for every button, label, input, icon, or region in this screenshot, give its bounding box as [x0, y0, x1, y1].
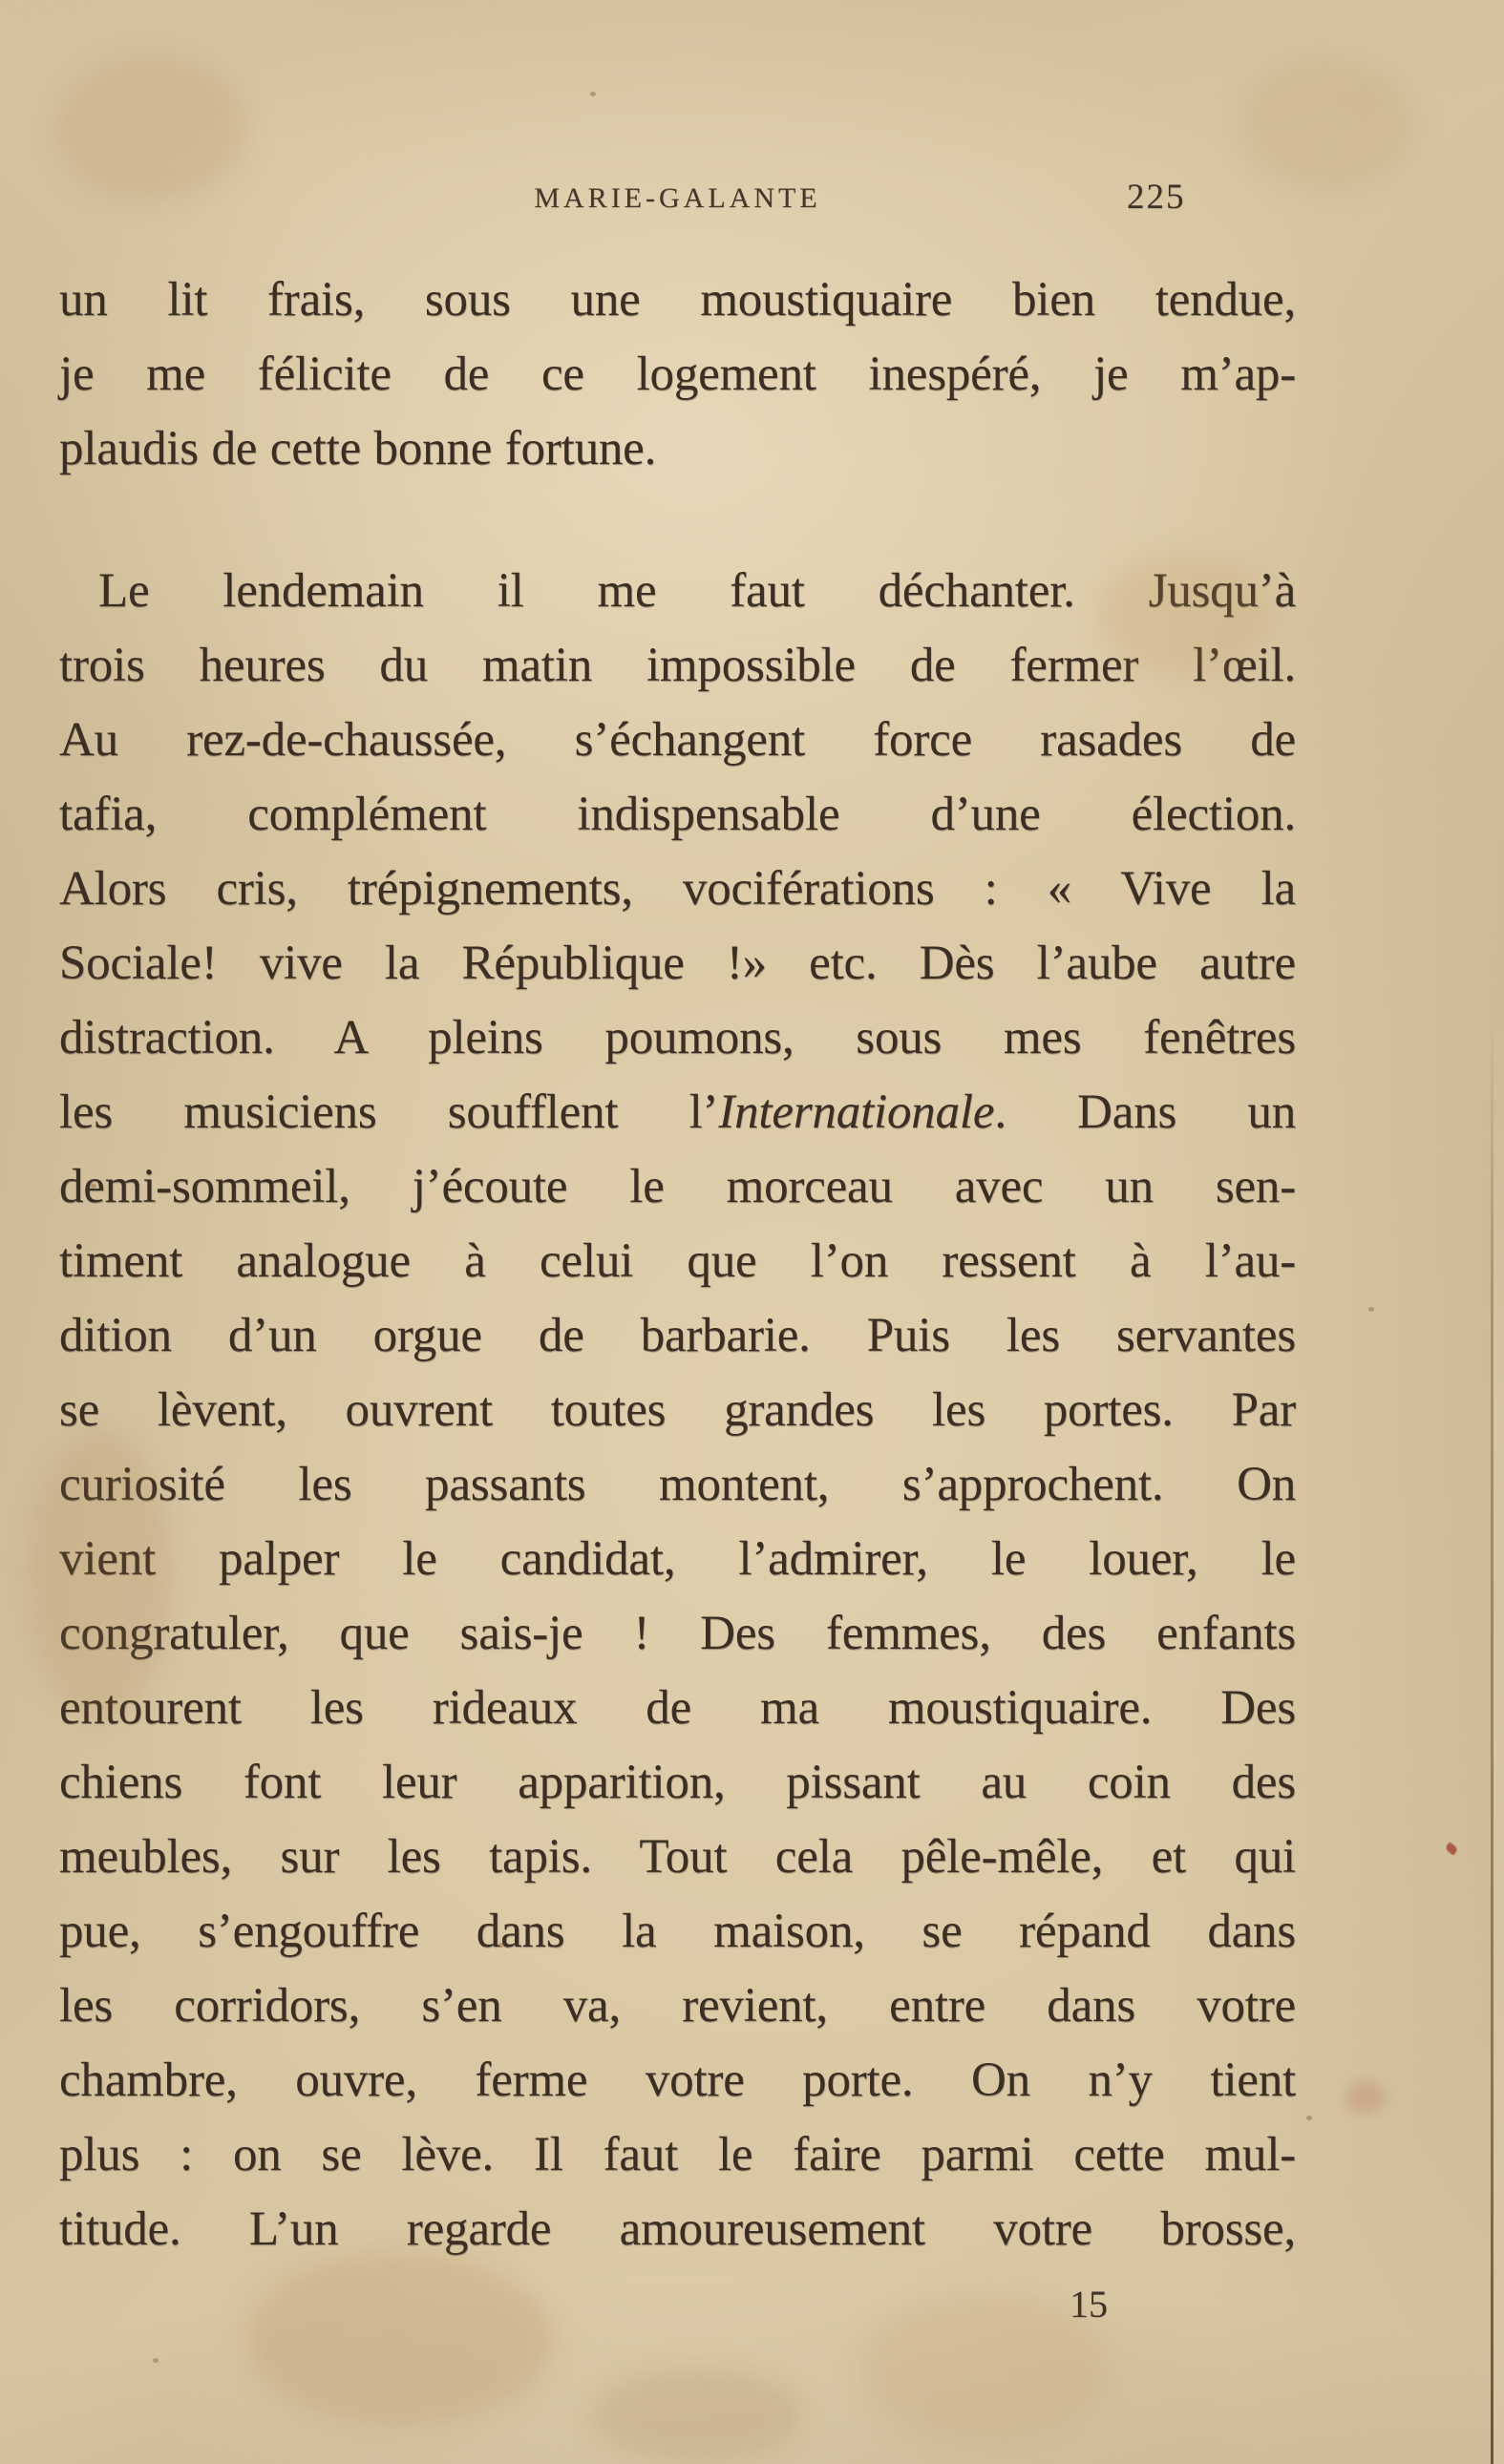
foxing-speck [498, 1943, 504, 1948]
text-line: distraction. A pleins poumons, sous mes fenêtres [59, 1011, 1296, 1064]
paper-stain [859, 2291, 1108, 2444]
text-line: se lèvent, ouvrent toutes grandes les portes. Par [59, 1383, 1296, 1437]
text-line: je me félicite de ce logement inespéré, je m’ap- [59, 347, 1296, 401]
running-title: MARIE-GALANTE [534, 182, 821, 214]
text-line: curiosité les passants montent, s’approchent. On [59, 1458, 1296, 1511]
text-block [59, 263, 1296, 2266]
text-line: meubles, sur les tapis. Tout cela pêle-mêle, et qui [59, 1830, 1296, 1884]
text-line: timent analogue à celui que l’on ressent à l’au- [59, 1234, 1296, 1288]
paper-stain [592, 2368, 802, 2463]
text-line: chambre, ouvre, ferme votre porte. On n’y tient [59, 2053, 1296, 2107]
text-line [59, 1075, 1296, 1149]
text-line: pue, s’engouffre dans la maison, se répand dans [59, 1905, 1296, 1958]
paper-stain [248, 2253, 554, 2425]
text-line: chiens font leur apparition, pissant au coin des [59, 1756, 1296, 1809]
text-line: Au rez-de-chaussée, s’échangent force rasades de [59, 713, 1296, 767]
paragraph [59, 554, 1296, 2266]
text-segment: . Dans un [994, 1085, 1296, 1139]
paper-stain [1346, 2081, 1385, 2114]
paper-stain [1098, 554, 1270, 678]
page-edge-highlight [1493, 1012, 1504, 2464]
paragraph [59, 263, 1296, 486]
foxing-speck [1368, 1307, 1374, 1312]
text-line: les corridors, s’en va, revient, entre dans votre [59, 1979, 1296, 2032]
text-line: Sociale! vive la République !» etc. Dès l’aube autre [59, 937, 1296, 990]
text-line: titude. L’un regarde amoureusement votre brosse, [59, 2202, 1296, 2256]
text-line: tafia, complément indispensable d’une élection. [59, 788, 1296, 841]
red-ink-mark [1445, 1842, 1459, 1855]
signature-mark: 15 [1070, 2283, 1108, 2326]
paper-stain [29, 1432, 172, 1718]
text-line: Alors cris, trépignements, vociférations : « Vive la [59, 862, 1296, 916]
paper-stain [1241, 57, 1413, 191]
text-line: vient palper le candidat, l’admirer, le louer, le [59, 1532, 1296, 1586]
foxing-speck [153, 2358, 159, 2363]
text-line: un lit frais, sous une moustiquaire bien tendue, [59, 273, 1296, 326]
text-line: trois heures du matin impossible de fermer l’œil. [59, 639, 1296, 692]
italic-text-segment: Internationale [718, 1085, 995, 1139]
foxing-speck [590, 92, 596, 96]
text-line: entourent les rideaux de ma moustiquaire. Des [59, 1681, 1296, 1735]
text-line: Le lendemain il me faut déchanter. Jusqu’à [98, 564, 1296, 618]
paper-stain [57, 57, 248, 200]
text-line: plaudis de cette bonne fortune. [59, 422, 657, 475]
text-line: plus : on se lève. Il faut le faire parmi cette mul- [59, 2128, 1296, 2181]
text-line: demi-sommeil, j’écoute le morceau avec un sen- [59, 1160, 1296, 1213]
foxing-speck [1306, 2116, 1312, 2120]
page-number: 225 [1127, 178, 1186, 217]
text-segment: les musiciens soufflent l’ [59, 1085, 719, 1139]
text-line: congratuler, que sais-je ! Des femmes, des enfants [59, 1607, 1296, 1660]
foxing-speck [91, 1184, 96, 1189]
text-line: dition d’un orgue de barbarie. Puis les servantes [59, 1309, 1296, 1362]
page-edge-line [1491, 1012, 1493, 2464]
